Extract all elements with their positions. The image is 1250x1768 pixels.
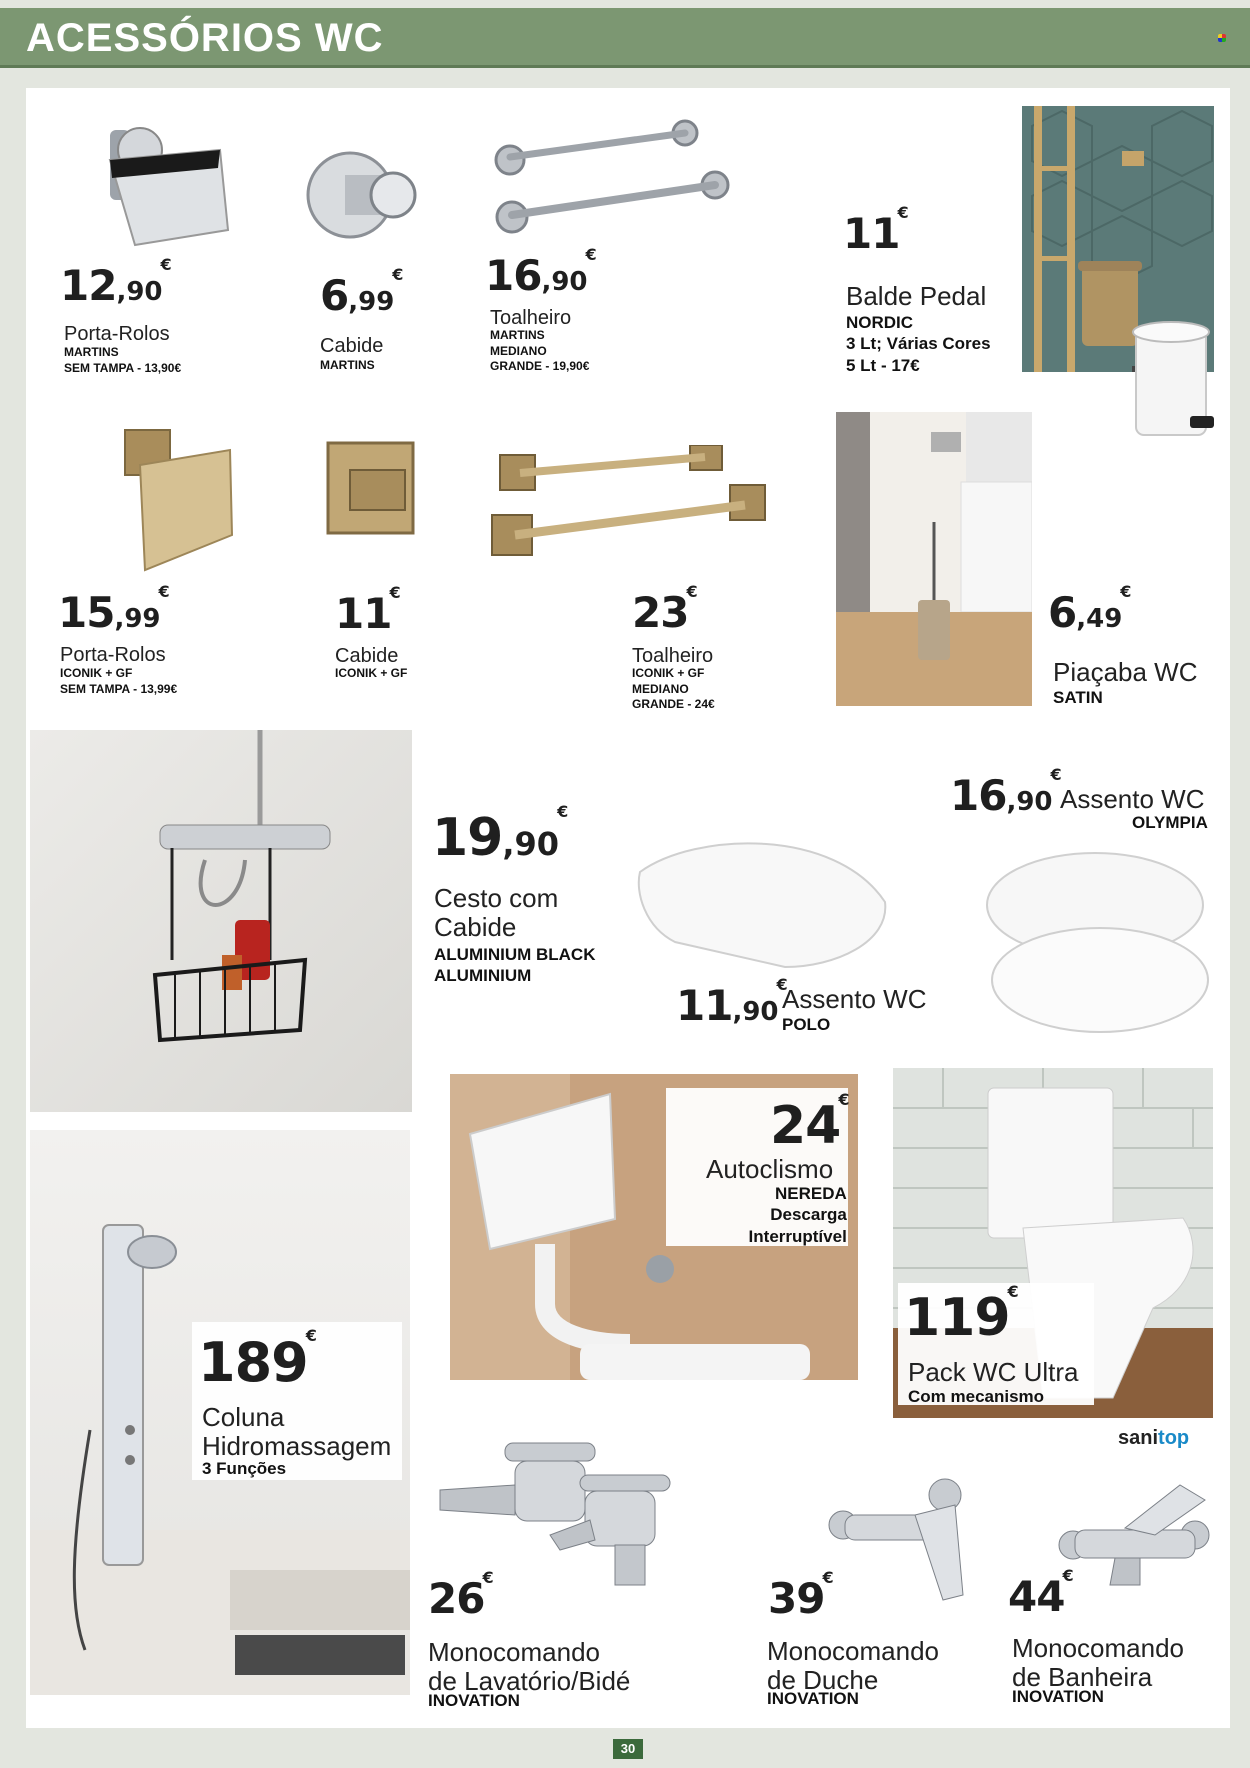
product-details: Com mecanismo <box>908 1387 1045 1406</box>
product-details: ICONIK + GF MEDIANO GRANDE - 24€ <box>632 666 715 712</box>
product-name: Assento WC <box>1060 784 1205 814</box>
white-pedal-bin-image <box>1130 318 1220 448</box>
product-name: Pack WC Ultra <box>908 1357 1079 1387</box>
color-mark-icon <box>1218 34 1226 42</box>
toilet-brush-photo <box>836 412 1032 706</box>
product-details: INOVATION <box>767 1689 859 1708</box>
product-details: ALUMINIUM BLACK ALUMINIUM <box>434 945 596 986</box>
product-details: ICONIK + GF SEM TAMPA - 13,99€ <box>60 666 178 696</box>
price-toalheiro-martins: 16,90€ <box>485 245 597 300</box>
product-name: Piaçaba WC <box>1053 657 1198 687</box>
price-pack-wc: 119€ <box>904 1282 1019 1348</box>
product-name: Monocomando de Duche <box>767 1636 939 1695</box>
section-title: ACESSÓRIOS WC <box>26 16 384 60</box>
price-balde-pedal: 11€ <box>843 203 909 258</box>
toilet-seat-olympia-image <box>980 845 1220 1040</box>
toilet-roll-holder-image <box>100 120 240 270</box>
shower-mixer-image <box>825 1465 975 1605</box>
product-name: Porta-Rolos <box>60 644 166 666</box>
product-name: Monocomando de Banheira <box>1012 1633 1184 1692</box>
product-details: INOVATION <box>1012 1687 1104 1706</box>
product-name: Porta-Rolos <box>64 323 170 345</box>
page-number: 30 <box>613 1739 643 1759</box>
price-porta-rolos-iconik: 15,99€ <box>58 582 170 637</box>
product-name: Balde Pedal <box>846 281 987 311</box>
price-autoclismo: 24€ <box>770 1090 850 1156</box>
price-cabide-martins: 6,99€ <box>320 265 404 320</box>
price-assento-polo: 11,90€ <box>676 975 788 1030</box>
product-name: Cabide <box>320 335 384 357</box>
product-name: Cabide <box>335 645 399 667</box>
product-details: NORDIC 3 Lt; Várias Cores 5 Lt - 17€ <box>846 313 991 375</box>
product-details: SATIN <box>1053 688 1103 707</box>
gold-toilet-roll-holder-image <box>120 425 240 575</box>
product-name: Toalheiro <box>490 307 572 329</box>
product-details: NEREDA Descarga Interruptível <box>748 1184 847 1246</box>
product-details: INOVATION <box>428 1691 520 1710</box>
product-details: MARTINS <box>320 358 375 372</box>
product-name: Autoclismo <box>706 1154 834 1184</box>
product-name: Cesto com Cabide <box>434 883 559 942</box>
product-name: Monocomando de Lavatório/Bidé <box>428 1637 631 1696</box>
price-monocomando-lavatorio: 26€ <box>428 1568 494 1623</box>
price-coluna: 189€ <box>198 1326 317 1394</box>
product-details: MARTINS MEDIANO GRANDE - 19,90€ <box>490 328 590 374</box>
gold-towel-bar-image <box>490 445 790 565</box>
price-toalheiro-iconik: 23€ <box>632 582 698 637</box>
product-name: Assento WC <box>782 984 927 1014</box>
price-monocomando-duche: 39€ <box>768 1568 834 1623</box>
robe-hook-image <box>305 140 425 250</box>
product-details: ICONIK + GF <box>335 666 408 680</box>
gold-robe-hook-image <box>325 440 425 540</box>
shower-caddy-photo <box>30 730 412 1112</box>
price-monocomando-banheira: 44€ <box>1008 1566 1074 1621</box>
price-cesto: 19,90€ <box>432 802 569 868</box>
product-details: OLYMPIA <box>1132 813 1208 832</box>
towel-bar-image <box>490 115 740 235</box>
product-details: MARTINS SEM TAMPA - 13,90€ <box>64 345 182 375</box>
bath-mixer-image <box>1055 1480 1215 1590</box>
price-assento-olympia: 16,90€ <box>950 765 1062 820</box>
toilet-seat-polo-image <box>635 832 895 972</box>
sanitop-logo: sanitop <box>1118 1427 1190 1449</box>
product-name: Toalheiro <box>632 645 714 667</box>
product-details: 3 Funções <box>202 1459 287 1478</box>
price-porta-rolos-martins: 12,90€ <box>60 255 172 310</box>
section-header <box>0 8 1250 68</box>
price-piacaba: 6,49€ <box>1048 582 1132 637</box>
product-name: Coluna Hidromassagem <box>202 1402 392 1461</box>
price-cabide-iconik: 11€ <box>335 583 401 638</box>
basin-mixer-image <box>435 1435 685 1595</box>
product-details: POLO <box>782 1015 831 1034</box>
